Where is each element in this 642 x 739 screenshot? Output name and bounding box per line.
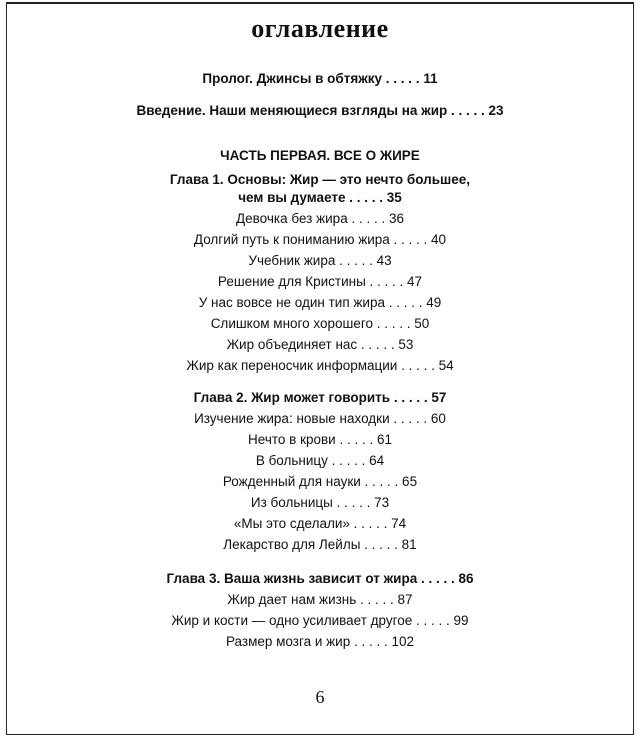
toc-section: Жир объединяет нас . . . . . 53 [226,337,414,352]
toc-section: Решение для Кристины . . . . . 47 [217,274,423,289]
toc-section: Нечто в крови . . . . . 61 [248,432,392,447]
toc-entry-introduction: Введение. Наши меняющиеся взгляды на жир . . . . . 23 [136,103,504,118]
toc-chapter-1-line-1: Глава 1. Основы: Жир — это нечто большее, [169,172,471,187]
toc-section: Из больницы . . . . . 73 [250,495,390,510]
toc-section: Жир и кости — одно усиливает другое . . . . . 99 [171,613,469,628]
toc-section: Изучение жира: новые находки . . . . . 60 [194,411,446,426]
toc-chapter-3: Глава 3. Ваша жизнь зависит от жира . . . . . 86 [166,571,474,586]
toc-section: Рожденный для науки . . . . . 65 [222,474,418,489]
toc-section: Девочка без жира . . . . . 36 [236,211,404,226]
toc-title: оглавление [251,14,389,43]
toc-section: Жир как переносчик информации . . . . . 54 [186,358,454,373]
toc-section: «Мы это сделали» . . . . . 74 [233,516,407,531]
toc-section: Учебник жира . . . . . 43 [248,253,392,268]
toc-chapter-1-line-2: чем вы думаете . . . . . 35 [238,190,402,205]
toc-section: Слишком много хорошего . . . . . 50 [210,316,430,331]
book-page [6,2,634,735]
toc-section: Лекарство для Лейлы . . . . . 81 [223,537,417,552]
toc-section: В больницу . . . . . 64 [255,453,385,468]
toc-chapter-2: Глава 2. Жир может говорить . . . . . 57 [193,390,447,405]
toc-part-heading: ЧАСТЬ ПЕРВАЯ. ВСЕ О ЖИРЕ [220,148,420,163]
toc-section: У нас вовсе не один тип жира . . . . . 49 [198,295,442,310]
page-number: 6 [315,687,325,707]
toc-section: Размер мозга и жир . . . . . 102 [225,634,415,649]
toc-section: Жир дает нам жизнь . . . . . 87 [227,592,413,607]
toc-entry-prologue: Пролог. Джинсы в обтяжку . . . . . 11 [202,71,438,86]
toc-section: Долгий путь к пониманию жира . . . . . 40 [193,232,447,247]
